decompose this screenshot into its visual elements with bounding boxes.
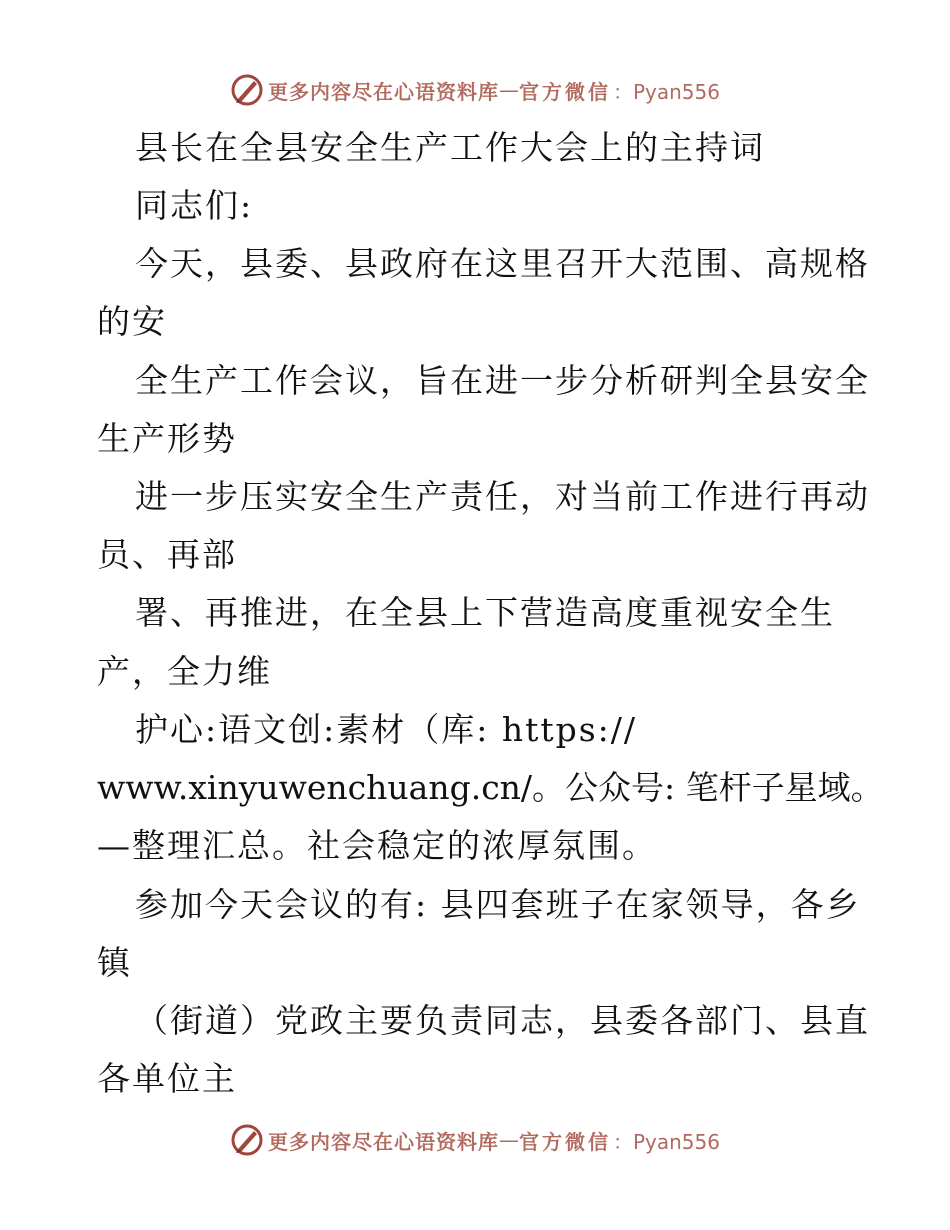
- document-title: 县长在全县安全生产工作大会上的主持词: [135, 128, 765, 167]
- paragraph-line: www.xinyuwenchuang.cn/。公众号: 笔杆子星域。: [97, 768, 884, 807]
- paragraph-line: 今天，县委、县政府在这里召开大范围、高规格: [135, 244, 870, 283]
- footer-wechat-id: ：Pyan556: [612, 1129, 720, 1154]
- paragraph-line: 镇: [97, 943, 132, 982]
- paragraph-line: 员、再部: [97, 535, 237, 574]
- paragraph-line: 参加今天会议的有: 县四套班子在家领导，各乡: [135, 885, 861, 924]
- paragraph-line: 各单位主: [97, 1059, 237, 1098]
- paragraph-line: 护心:语文创:素材（库: https://: [135, 710, 638, 749]
- footer-banner-text: 更多内容尽在心语资料库: [267, 1129, 499, 1154]
- paragraph-line: 全生产工作会议，旨在进一步分析研判全县安全: [135, 361, 870, 400]
- paragraph-line: 署、再推进，在全县上下营造高度重视安全生: [135, 593, 835, 632]
- paragraph-line: 同志们:: [135, 186, 254, 225]
- header-separator: —: [498, 78, 519, 102]
- header-banner-text: 更多内容尽在心语资料库: [267, 79, 499, 104]
- paragraph-line: 的安: [97, 302, 167, 341]
- footer-official-label: 官方微信: [518, 1129, 611, 1154]
- header-wechat-id: ：Pyan556: [612, 79, 720, 104]
- paragraph-line: 进一步压实安全生产责任，对当前工作进行再动: [135, 477, 870, 516]
- header-official-label: 官方微信: [518, 79, 611, 104]
- paragraph-line: 产，全力维: [97, 652, 272, 691]
- footer-banner: [0, 1120, 950, 1160]
- paragraph-line: 生产形势: [97, 419, 237, 458]
- pen-logo-icon: [230, 1123, 264, 1157]
- paragraph-line: （街道）党政主要负责同志，县委各部门、县直: [135, 1001, 870, 1040]
- paragraph-line: —整理汇总。社会稳定的浓厚氛围。: [97, 826, 657, 865]
- footer-separator: —: [498, 1128, 519, 1152]
